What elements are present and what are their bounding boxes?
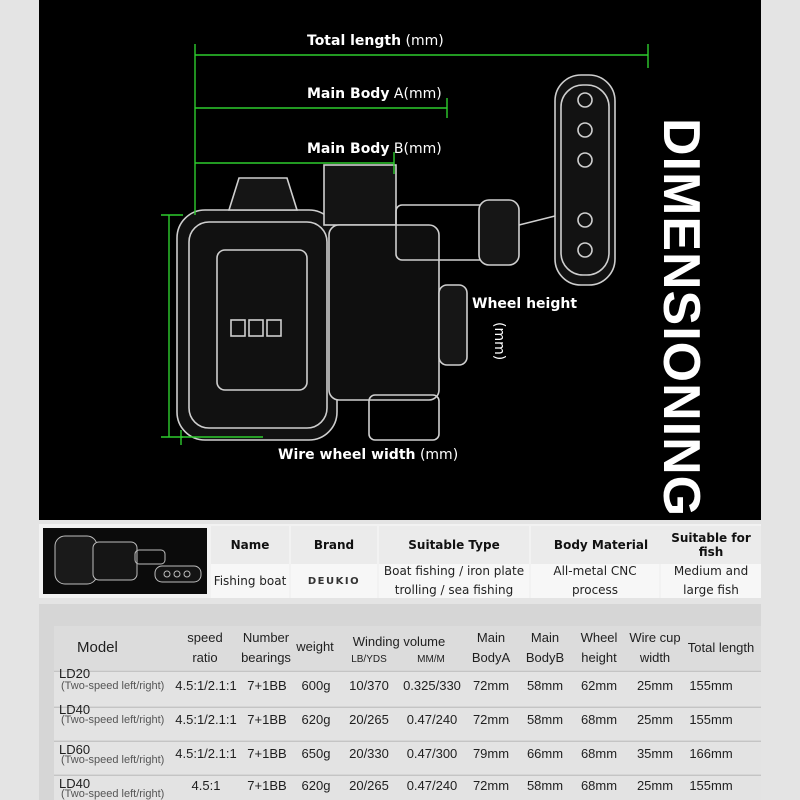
row-lb-yds: 20/265 — [349, 778, 389, 793]
row-model-sub: (Two-speed left/right) — [61, 714, 165, 726]
main-body-b-unit: B(mm) — [393, 141, 442, 157]
header-wheel-height: Wheel height — [580, 630, 618, 665]
main-body-b-label — [307, 141, 442, 157]
header-bearings: Number bearings — [241, 630, 291, 665]
dimension-diagram-panel — [39, 0, 761, 520]
row-wheel-height: 68mm — [580, 712, 618, 727]
info-header-brand: Brand — [291, 526, 377, 564]
row-ratio: 4.5:1/2.1:1 — [175, 712, 237, 727]
row-body-b: 66mm — [526, 746, 564, 761]
wheel-height-unit: (mm) — [491, 322, 507, 361]
row-ratio: 4.5:1/2.1:1 — [175, 678, 237, 693]
row-body-b: 58mm — [526, 778, 564, 793]
header-main-body-a: Main BodyA — [471, 630, 511, 665]
info-value-suitable-fish: Medium and large fish — [661, 564, 761, 598]
row-total: 166mm — [689, 746, 733, 761]
row-wheel-height: 68mm — [580, 778, 618, 793]
info-value-body-material: All-metal CNC process — [531, 564, 659, 598]
reel-thumbnail — [43, 528, 207, 594]
spec-table — [39, 604, 761, 800]
wire-wheel-width-text: Wire wheel width — [278, 447, 416, 463]
row-bearings: 7+1BB — [247, 778, 287, 793]
row-model: LD40 — [59, 702, 91, 717]
row-wire-cup: 25mm — [636, 778, 674, 793]
reel-thumbnail-icon — [43, 528, 207, 594]
row-wire-cup: 25mm — [636, 678, 674, 693]
row-weight: 600g — [301, 678, 331, 693]
header-wire-cup-width: Wire cup width — [629, 630, 681, 665]
wire-wheel-width-label — [278, 447, 458, 463]
dimensioning-title: DIMENSIONING — [652, 118, 710, 518]
header-weight: weight — [296, 639, 334, 654]
row-body-a: 72mm — [472, 778, 510, 793]
total-length-label — [307, 33, 444, 49]
row-total: 155mm — [689, 778, 733, 793]
row-wheel-height: 68mm — [580, 746, 618, 761]
row-wire-cup: 25mm — [636, 712, 674, 727]
row-model: LD20 — [59, 666, 91, 681]
info-value-suitable-type: Boat fishing / iron plate trolling / sea fishing — [379, 564, 529, 598]
brand-logo-text: DEUKIO — [307, 575, 361, 587]
row-model-sub: (Two-speed left/right) — [61, 680, 165, 692]
row-bearings: 7+1BB — [247, 712, 287, 727]
total-length-text: Total length — [307, 33, 402, 49]
row-wire-cup: 35mm — [636, 746, 674, 761]
row-ratio: 4.5:1 — [191, 778, 221, 793]
header-winding-volume: Winding volume — [352, 634, 446, 649]
row-model: LD40 — [59, 776, 91, 791]
row-model-sub: (Two-speed left/right) — [61, 754, 165, 766]
row-weight: 620g — [301, 712, 331, 727]
row-bearings: 7+1BB — [247, 746, 287, 761]
row-body-a: 72mm — [472, 712, 510, 727]
total-length-unit: (mm) — [405, 33, 444, 49]
wire-wheel-width-unit: (mm) — [419, 447, 459, 463]
row-lb-yds: 20/330 — [349, 746, 389, 761]
row-total: 155mm — [689, 678, 733, 693]
row-body-b: 58mm — [526, 678, 564, 693]
main-body-a-unit: A(mm) — [393, 86, 442, 102]
row-mm-m: 0.47/300 — [406, 746, 458, 761]
wheel-height-text: Wheel height — [472, 296, 578, 312]
row-mm-m: 0.47/240 — [406, 778, 458, 793]
header-speed-ratio: speed ratio — [187, 630, 223, 665]
header-winding-mm-m: MM/M — [417, 654, 445, 665]
info-header-suitable-type: Suitable Type — [379, 526, 529, 564]
row-lb-yds: 10/370 — [349, 678, 389, 693]
header-total-length: Total length — [687, 640, 755, 655]
row-body-b: 58mm — [526, 712, 564, 727]
info-header-suitable-fish: Suitable for fish — [661, 526, 761, 564]
header-winding-lb-yds: LB/YDS — [351, 654, 387, 665]
brand-logo — [291, 564, 377, 598]
wheel-height-label — [472, 296, 577, 312]
product-info-table — [39, 524, 761, 598]
row-body-a: 79mm — [472, 746, 510, 761]
info-header-name: Name — [211, 526, 289, 564]
row-wheel-height: 62mm — [580, 678, 618, 693]
row-total: 155mm — [689, 712, 733, 727]
main-body-a-text: Main Body — [307, 86, 390, 102]
row-model: LD60 — [59, 742, 91, 757]
main-body-a-label — [307, 86, 442, 102]
info-value-name: Fishing boat — [211, 564, 289, 598]
row-mm-m: 0.47/240 — [406, 712, 458, 727]
header-model: Model — [77, 639, 118, 656]
row-bearings: 7+1BB — [247, 678, 287, 693]
header-main-body-b: Main BodyB — [525, 630, 565, 665]
main-body-b-text: Main Body — [307, 141, 390, 157]
row-weight: 620g — [301, 778, 331, 793]
row-model-sub: (Two-speed left/right) — [61, 788, 165, 800]
reel-illustration — [177, 75, 615, 440]
row-mm-m: 0.325/330 — [403, 678, 461, 693]
info-header-body-material: Body Material — [531, 526, 671, 564]
row-weight: 650g — [301, 746, 331, 761]
row-body-a: 72mm — [472, 678, 510, 693]
row-ratio: 4.5:1/2.1:1 — [175, 746, 237, 761]
row-lb-yds: 20/265 — [349, 712, 389, 727]
